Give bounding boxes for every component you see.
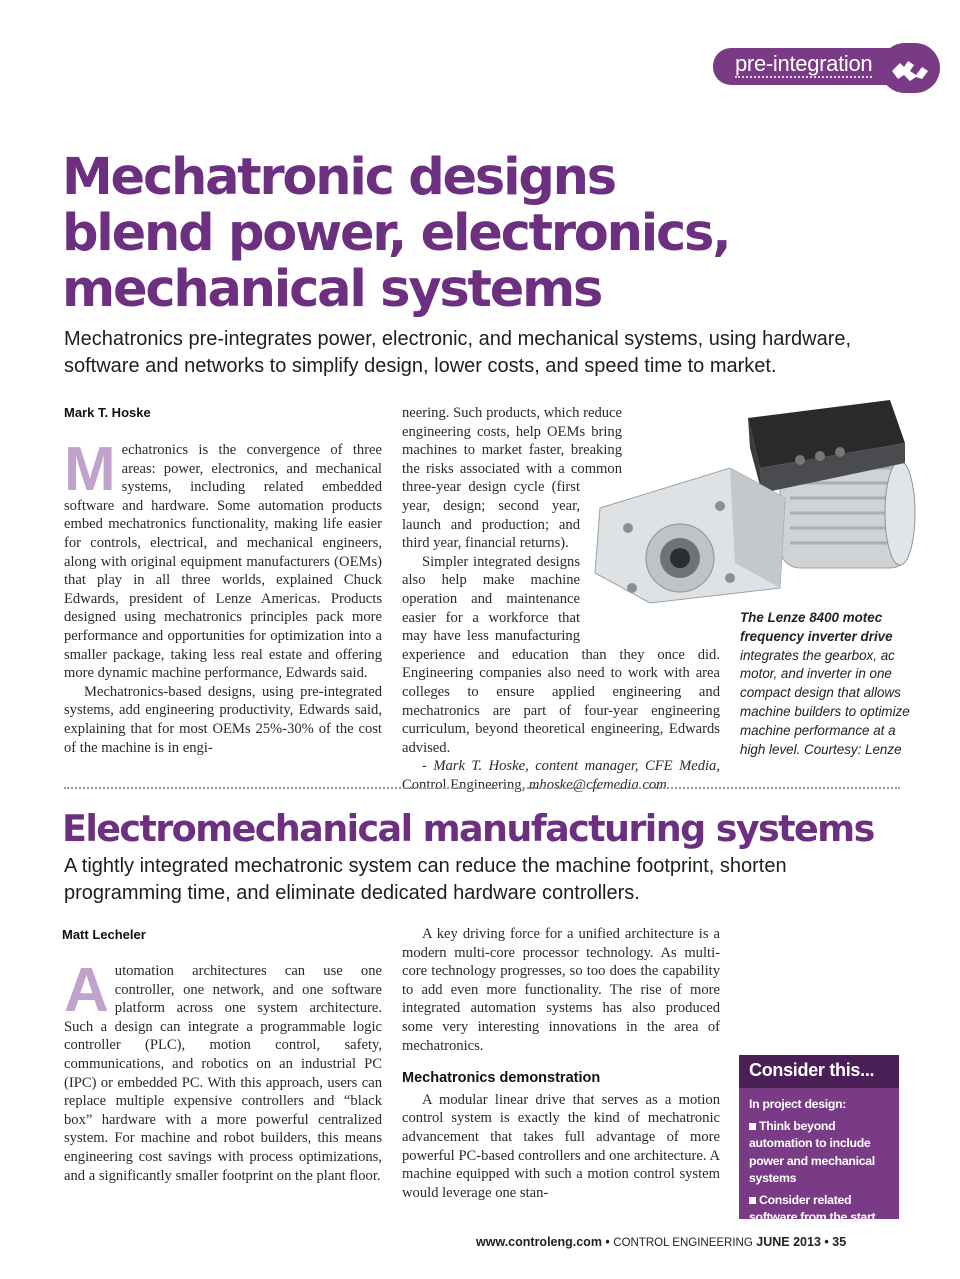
sidebar-title: Consider this... <box>739 1055 899 1088</box>
section-label: pre-integration <box>735 51 873 76</box>
square-bullet-icon <box>749 1197 756 1204</box>
article-deck: Mechatronics pre-integrates power, electronic, and mechanical systems, using hardware, software and networks to simplify design, lower costs, and speed time to market. <box>64 328 852 377</box>
square-bullet-icon <box>749 1123 756 1130</box>
article2-deck: A tightly integrated mechatronic system can reduce the machine footprint, shorten programming time, and eliminate dedicated hardware controllers. <box>64 855 787 904</box>
sidebar-item-text: Think beyond automation to include power and mechanical systems <box>749 1118 875 1185</box>
paragraph: A modular linear drive that serves as a motion control system is exactly the kind of mechatronic advancement that takes full advantage of more powerful PC-based controllers and one architecture. A machine equipped with such a motion control system would leverage one stan- <box>402 1091 720 1201</box>
article2-column-2 <box>402 925 720 1202</box>
signoff-name: - Mark T. Hoske, content manager, CFE Media, <box>422 758 720 775</box>
section-divider <box>64 787 900 789</box>
consider-this-sidebar <box>739 1055 899 1224</box>
sidebar-intro: In project design: <box>749 1097 847 1111</box>
paragraph: echatronics is the convergence of three areas: power, electronics, and mechanical systems, including related embedded software and hardware. Some automation products embed mechatronics functionality, making life easier for controls, electrical, and mechanical engineers, along with original equipment manufacturers (OEMs) that play in all three worlds, explained Chuck Edwards, president of Lenze Americas. Products designed using mechatronics principles pack more performance and opportunities for optimization into a smaller package, taking less real estate and offering more dynamic machine performance, Edwards said. <box>64 442 382 682</box>
puzzle-icon <box>880 43 940 93</box>
footer-url: www.controleng.com <box>476 1235 602 1249</box>
footer-date: JUNE 2013 <box>756 1235 821 1249</box>
sidebar-item <box>749 1192 891 1227</box>
paragraph: Simpler integrated designs also help make machine operation and maintenance easier for a workforce that may have less manufacturing experience and education than they once did. Engineering companies also need to work with area colleges to ensure applied engineering and mechatronics are part of four-year engineering curriculum, beyond theoretical engineering, Edwards advised. <box>402 553 720 756</box>
photo-caption <box>740 609 915 759</box>
article-headline: Mechatronic designs blend power, electronics, mechanical systems <box>62 148 730 319</box>
paragraph: A key driving force for a unified architecture is a modern multi-core processor technology. As multi-core technology progresses, so too does the capability to add even more functionality. The rise of more integrated automation systems has also produced some very interesting innovations in the area of mechatronics. <box>402 926 720 1054</box>
caption-text: integrates the gearbox, ac motor, and inverter in one compact design that allows machine builders to optimize machine performance at a high level. Courtesy: Lenze <box>740 647 910 757</box>
article-column-1 <box>64 435 382 757</box>
dropcap: M <box>64 435 116 504</box>
subhead: Mechatronics demonstration <box>402 1070 601 1087</box>
sidebar-item-text: Consider related software from the start <box>749 1192 876 1224</box>
footer-publication: CONTROL ENGINEERING <box>613 1237 753 1249</box>
sidebar-item <box>749 1118 891 1188</box>
signoff-email: mhoske@cfemedia.com. <box>528 776 671 793</box>
dropcap-2: A <box>64 956 109 1025</box>
signoff-org: Control Engineering, <box>402 776 526 793</box>
article2-headline: Electromechanical manufacturing systems <box>62 807 874 850</box>
paragraph: Mechatronics-based designs, using pre-integrated systems, add engineering productivity, Edwards said, explaining that for most OEMs 25%-30% of the cost of the machine is in engi- <box>64 683 382 756</box>
product-photo <box>580 388 925 608</box>
page-footer: www.controleng.com • CONTROL ENGINEERING JUNE 2013 • 35 <box>476 1235 847 1249</box>
caption-lead: The Lenze 8400 motec frequency inverter drive <box>740 610 893 644</box>
paragraph: utomation architectures can use one controller, one network, and one software platform across one system architecture. Such a design can integrate a programmable logic controller (PLC), motion control, safety, communications, and robotics on an industrial PC (IPC) or embedded PC. With this approach, users can replace multiple expensive controllers and “black box” hardware with a more powerful centralized system. For machine and robot builders, this means engineering cost savings with process optimizations, and a significantly smaller footprint on the plant floor. <box>64 963 382 1184</box>
article2-column-1 <box>64 956 382 1185</box>
paragraph: neering. Such products, which reduce engineering costs, help OEMs bring machines to market faster, breaking the risks associated with a common three-year design cycle (first year, design; second year, launch and production; and third year, financial returns). <box>402 405 622 552</box>
author-byline-2: Matt Lecheler <box>62 927 146 942</box>
author-byline: Mark T. Hoske <box>64 405 151 420</box>
page-number: 35 <box>832 1235 847 1249</box>
